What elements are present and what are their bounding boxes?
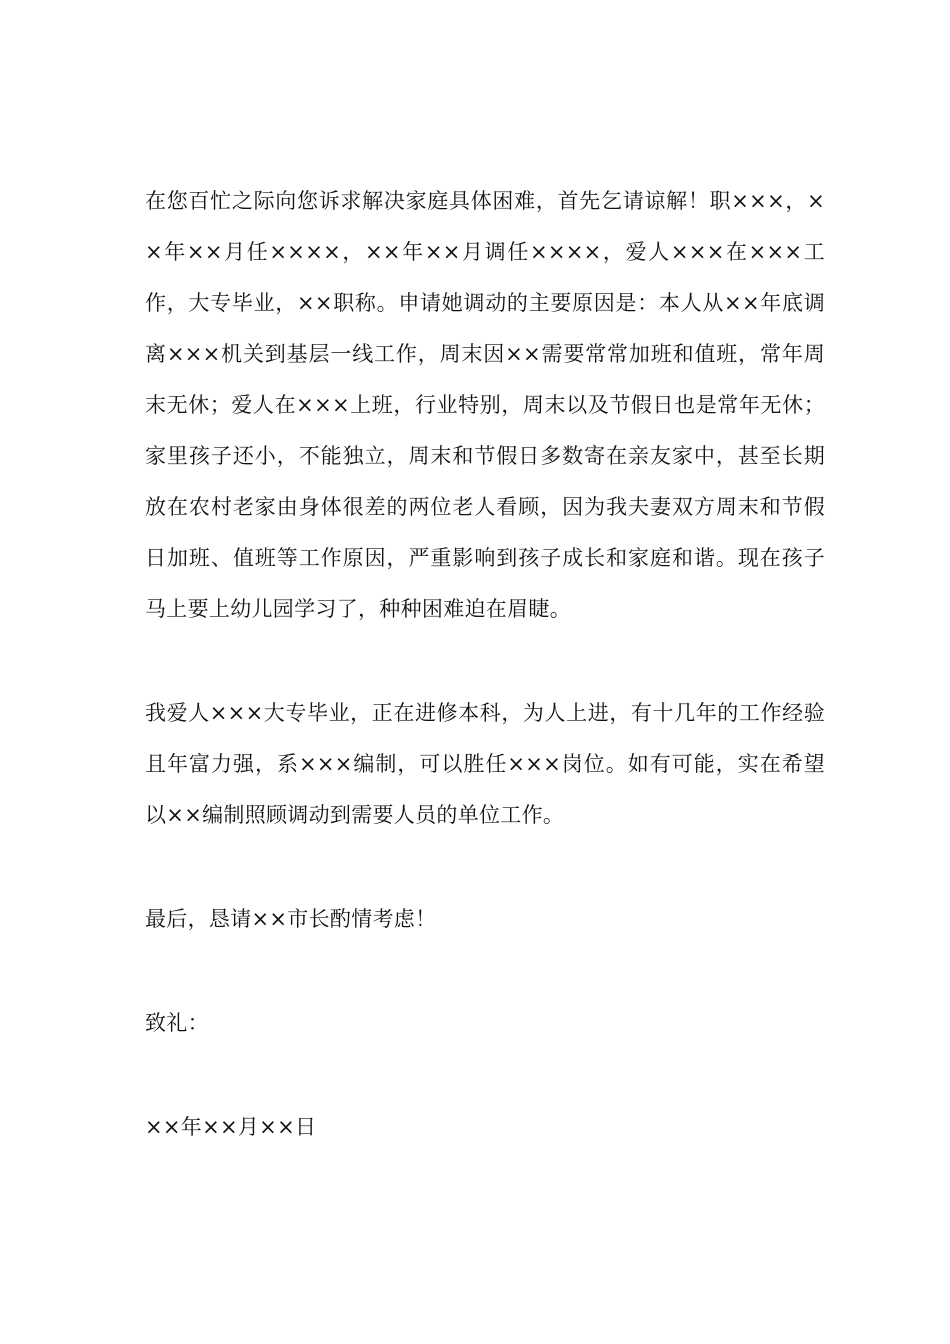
date-line: ××年××月××日 xyxy=(145,1115,317,1139)
paragraph-spouse-qualification: 我爱人×××大专毕业，正在进修本科，为人上进，有十几年的工作经验且年富力强，系×××编制，可以胜任×××岗位。如有可能，实在希望以××编制照顾调动到需要人员的单位工作。 xyxy=(145,701,825,827)
letter-body xyxy=(145,176,825,1153)
salutation: 致礼： xyxy=(145,1011,209,1035)
paragraph-closing-request: 最后，恳请××市长酌情考虑！ xyxy=(145,907,437,931)
paragraph-family-difficulty: 在您百忙之际向您诉求解决家庭具体困难，首先乞请谅解！职×××，××年××月任××××，××年××月调任××××，爱人×××在×××工作，大专毕业，××职称。申请她调动的主要原因是：本人从××年底调离×××机关到基层一线工作，周末因××需要常常加班和值班，常年周末无休；爱人在×××上班，行业特别，周末以及节假日也是常年无休；家里孩子还小，不能独立，周末和节假日多数寄在亲友家中，甚至长期放在农村老家由身体很差的两位老人看顾，因为我夫妻双方周末和节假日加班、值班等工作原因，严重影响到孩子成长和家庭和谐。现在孩子马上要上幼儿园学习了，种种困难迫在眉睫。 xyxy=(145,189,825,621)
